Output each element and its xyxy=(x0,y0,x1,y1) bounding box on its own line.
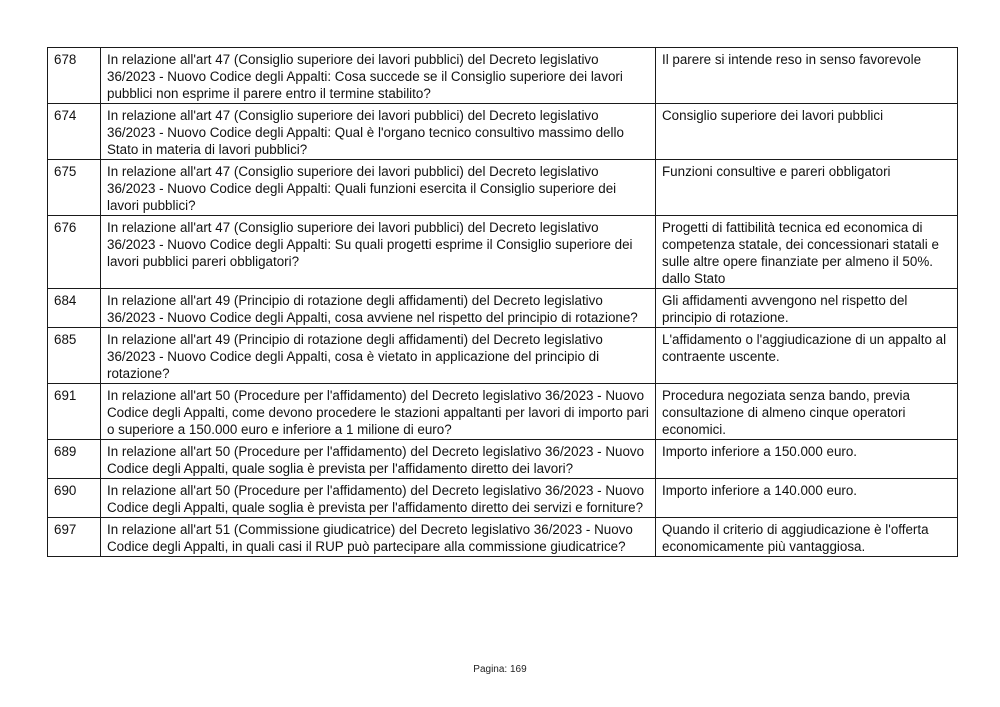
row-id: 675 xyxy=(48,160,101,216)
row-answer: Importo inferiore a 150.000 euro. xyxy=(656,440,958,479)
row-question: In relazione all'art 50 (Procedure per l'affidamento) del Decreto legislativo 36/2023 - Nuovo Codice degli Appalti, quale soglia è prevista per l'affidamento diretto dei servizi e forniture? xyxy=(101,479,656,518)
row-answer: Gli affidamenti avvengono nel rispetto del principio di rotazione. xyxy=(656,289,958,328)
row-question: In relazione all'art 47 (Consiglio superiore dei lavori pubblici) del Decreto legislativo 36/2023 - Nuovo Codice degli Appalti: Quali funzioni esercita il Consiglio superiore dei lavori pubblici? xyxy=(101,160,656,216)
table-row xyxy=(48,48,958,104)
row-answer: Procedura negoziata senza bando, previa consultazione di almeno cinque operatori economici. xyxy=(656,384,958,440)
table-row xyxy=(48,289,958,328)
table-row xyxy=(48,440,958,479)
row-answer: Progetti di fattibilità tecnica ed economica di competenza statale, dei concessionari statali e sulle altre opere finanziate per almeno il 50%. dallo Stato xyxy=(656,216,958,289)
row-question: In relazione all'art 47 (Consiglio superiore dei lavori pubblici) del Decreto legislativo 36/2023 - Nuovo Codice degli Appalti: Qual è l'organo tecnico consultivo massimo dello Stato in materia di lavori pubblici? xyxy=(101,104,656,160)
questions-table xyxy=(47,47,958,557)
row-answer: Consiglio superiore dei lavori pubblici xyxy=(656,104,958,160)
row-question: In relazione all'art 47 (Consiglio superiore dei lavori pubblici) del Decreto legislativo 36/2023 - Nuovo Codice degli Appalti: Su quali progetti esprime il Consiglio superiore dei lavori pubblici pareri obbligatori? xyxy=(101,216,656,289)
row-answer: Quando il criterio di aggiudicazione è l'offerta economicamente più vantaggiosa. xyxy=(656,518,958,557)
table-row xyxy=(48,479,958,518)
row-id: 676 xyxy=(48,216,101,289)
row-question: In relazione all'art 50 (Procedure per l'affidamento) del Decreto legislativo 36/2023 - Nuovo Codice degli Appalti, come devono procedere le stazioni appaltanti per lavori di importo pari o superiore a 150.000 euro e inferiore a 1 milione di euro? xyxy=(101,384,656,440)
row-id: 684 xyxy=(48,289,101,328)
row-id: 690 xyxy=(48,479,101,518)
row-answer: L'affidamento o l'aggiudicazione di un appalto al contraente uscente. xyxy=(656,328,958,384)
row-question: In relazione all'art 49 (Principio di rotazione degli affidamenti) del Decreto legislativo 36/2023 - Nuovo Codice degli Appalti, cosa avviene nel rispetto del principio di rotazione? xyxy=(101,289,656,328)
table-row xyxy=(48,518,958,557)
row-id: 685 xyxy=(48,328,101,384)
row-question: In relazione all'art 51 (Commissione giudicatrice) del Decreto legislativo 36/2023 - Nuovo Codice degli Appalti, in quali casi il RUP può partecipare alla commissione giudicatrice? xyxy=(101,518,656,557)
row-id: 689 xyxy=(48,440,101,479)
page-number: Pagina: 169 xyxy=(473,664,527,675)
row-question: In relazione all'art 49 (Principio di rotazione degli affidamenti) del Decreto legislativo 36/2023 - Nuovo Codice degli Appalti, cosa è vietato in applicazione del principio di rotazione? xyxy=(101,328,656,384)
row-id: 697 xyxy=(48,518,101,557)
row-question: In relazione all'art 47 (Consiglio superiore dei lavori pubblici) del Decreto legislativo 36/2023 - Nuovo Codice degli Appalti: Cosa succede se il Consiglio superiore dei lavori pubblici non esprime il parere entro il termine stabilito? xyxy=(101,48,656,104)
row-question: In relazione all'art 50 (Procedure per l'affidamento) del Decreto legislativo 36/2023 - Nuovo Codice degli Appalti, quale soglia è prevista per l'affidamento diretto dei lavori? xyxy=(101,440,656,479)
table-row xyxy=(48,328,958,384)
row-answer: Funzioni consultive e pareri obbligatori xyxy=(656,160,958,216)
row-id: 674 xyxy=(48,104,101,160)
table-row xyxy=(48,384,958,440)
row-id: 691 xyxy=(48,384,101,440)
row-answer: Il parere si intende reso in senso favorevole xyxy=(656,48,958,104)
table-row xyxy=(48,216,958,289)
row-answer: Importo inferiore a 140.000 euro. xyxy=(656,479,958,518)
table-row xyxy=(48,104,958,160)
row-id: 678 xyxy=(48,48,101,104)
table-row xyxy=(48,160,958,216)
